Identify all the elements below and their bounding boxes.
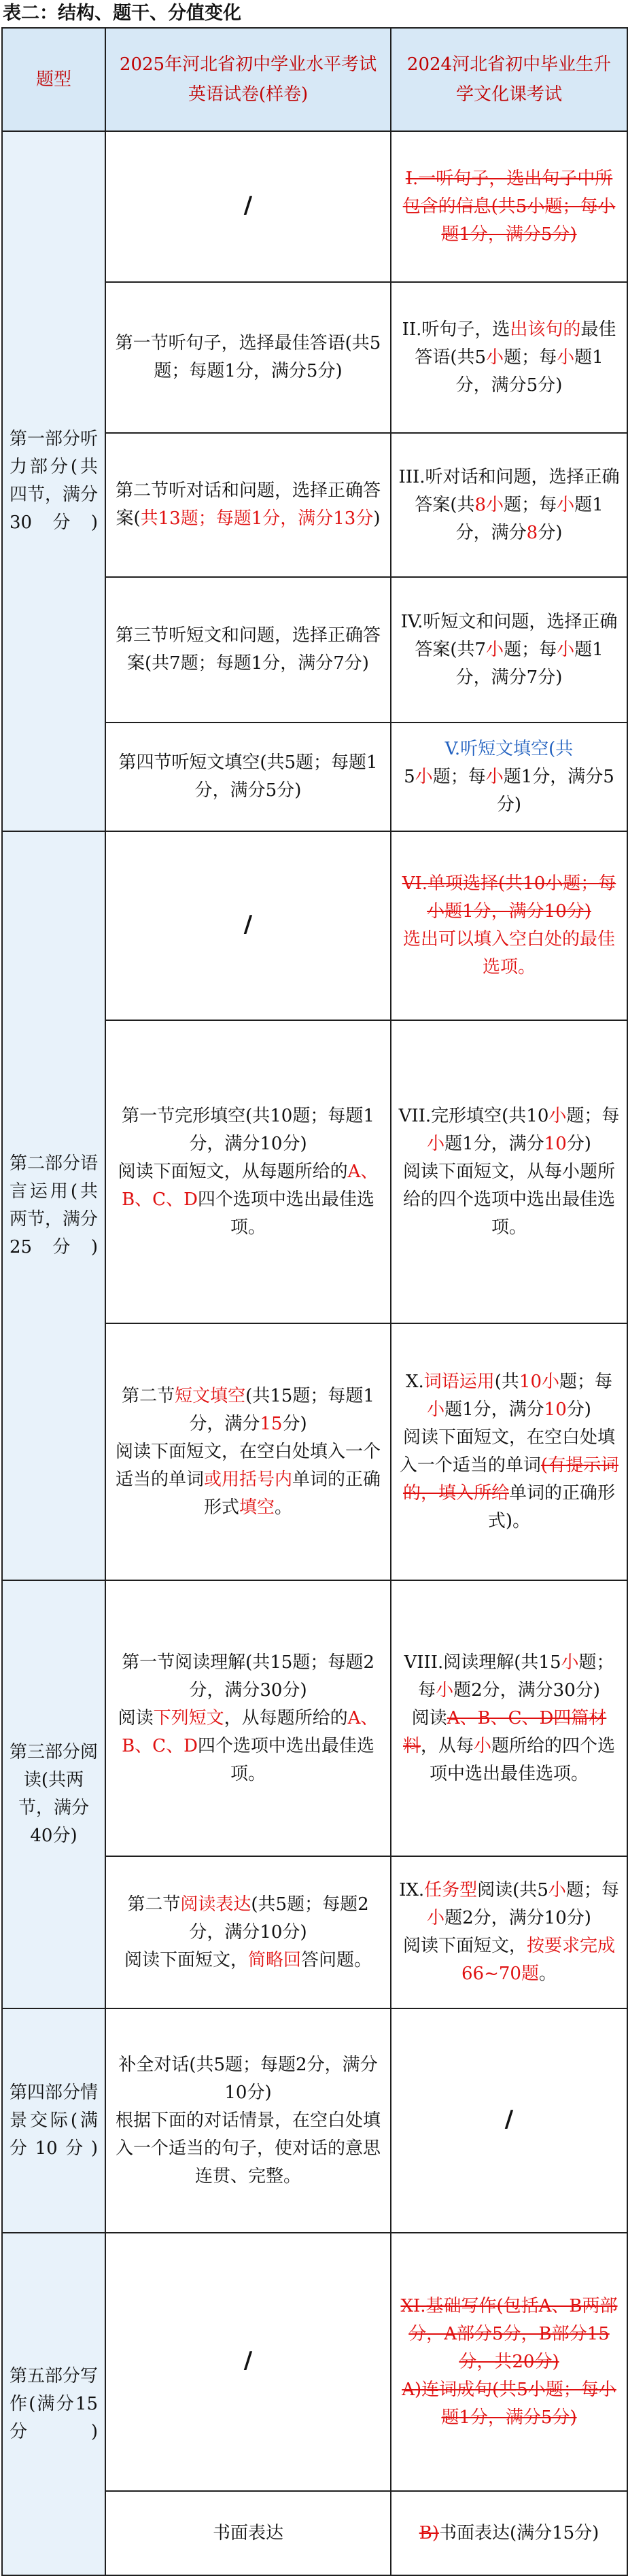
text-span: A、B、C、D四篇材料 <box>402 1707 607 1756</box>
text-span: X. <box>405 1372 424 1392</box>
text-span: 题1分，满分 <box>455 494 604 543</box>
text-span: 最佳答语(共5 <box>415 319 616 368</box>
text-span: 题1分，满分5分) <box>455 347 604 396</box>
text-span: 题；每 <box>418 1652 614 1701</box>
text-span: 小 <box>485 766 504 787</box>
cell-2024 <box>391 433 627 577</box>
cell-2025 <box>105 131 391 282</box>
text-span: 题1分，满分5分) <box>496 766 614 815</box>
text-span: 8 <box>526 522 538 543</box>
text-span: 小 <box>548 1880 566 1900</box>
text-span: 题；每 <box>566 1105 620 1126</box>
cell-2024 <box>391 2491 627 2575</box>
table-row <box>2 2233 627 2491</box>
section-part3: 第三部分阅读(共两节，满分40分) <box>2 1580 105 2008</box>
cell-2025 <box>105 1323 391 1580</box>
text-span: 8小 <box>474 494 504 515</box>
cell-2024 <box>391 1020 627 1323</box>
text-span: 下列短文 <box>153 1707 224 1728</box>
text-span: 小 <box>557 494 575 515</box>
table-row <box>2 2008 627 2233</box>
text-span: 小 <box>427 1908 445 1928</box>
text-span: 答问题。 <box>301 1949 372 1970</box>
cell-2025: 第三节听短文和问题，选择正确答案(共7题；每题1分，满分7分) <box>105 577 391 723</box>
text-span: 小 <box>415 766 433 787</box>
text-span: 阅读 <box>411 1707 447 1728</box>
text-span: 阅读下面短文， <box>402 1936 527 1956</box>
text-span: (共5题；每题2分，满分10分) <box>189 1894 369 1943</box>
section-part1: 第一部分听力部分(共四节，满分30分) <box>2 131 105 831</box>
text-span: 题；每 <box>559 1372 613 1392</box>
text-span: 题2分，满分30分) <box>453 1679 600 1701</box>
text-span: 共13题；每题1分，满分13分 <box>140 508 374 529</box>
text-span: 小 <box>486 639 504 660</box>
text-span: 10 <box>544 1133 567 1154</box>
text-span: 题1分，满分 <box>444 1399 544 1420</box>
text-span: 题2分，满分10分) <box>444 1908 591 1928</box>
text-span: 小 <box>486 347 504 368</box>
text-span: 小 <box>557 639 575 660</box>
cell-2024 <box>391 282 627 433</box>
text-span: A)连词成句(共5小题；每小题1分，满分5分) <box>402 2379 616 2428</box>
table-row <box>2 831 627 1020</box>
text-span: 或用括号内 <box>203 1469 292 1490</box>
text-span: (有提示词的，填入所给 <box>402 1455 619 1503</box>
text-span: 单词的正确形式 <box>203 1469 381 1518</box>
text-span: IX. <box>399 1880 425 1900</box>
text-span: 四个选项中选出最佳选项。 <box>197 1189 374 1238</box>
cell-2024 <box>391 577 627 723</box>
text-span: 阅读下面短文，在空白处填入一个适当的单词 <box>115 1441 381 1490</box>
cell-2025 <box>105 433 391 577</box>
cell-2024: I.一听句子，选出句子中所包含的信息(共5小题；每小题1分，满分5分) <box>391 131 627 282</box>
text-span: 阅读下面短文，在空白处填入一个适当的单词 <box>399 1427 615 1476</box>
text-span: 短文填空 <box>175 1385 246 1406</box>
text-span: 5 <box>537 1880 548 1900</box>
cell-2025 <box>105 831 391 1020</box>
text-span: 书面表达(满分15分) <box>438 2522 599 2543</box>
text-span: 选出可以填入空白处的最佳选项。 <box>402 929 615 977</box>
text-span: 题；每 <box>504 639 557 660</box>
text-span: 小 <box>542 1372 560 1392</box>
cell-2024 <box>391 1323 627 1580</box>
header-row <box>2 28 627 131</box>
text-span: 分) <box>566 1133 591 1154</box>
cell-2025 <box>105 1856 391 2008</box>
text-span: (共 <box>494 1372 519 1392</box>
text-span: 分) <box>538 522 563 543</box>
text-span: 第二节 <box>127 1894 181 1915</box>
text-span: 阅读下面短文， <box>124 1949 248 1970</box>
text-span: XI.基础写作(包括A、B两部分，A部分5分，B部分15分，共20分) <box>400 2295 618 2372</box>
text-span: 题1分，满分 <box>444 1133 544 1154</box>
empty-slash: / <box>243 192 253 219</box>
text-span: 小 <box>561 1652 579 1673</box>
text-span: 简略回 <box>247 1949 301 1970</box>
text-span: III.听对话和问题，选择正确答案(共 <box>398 466 620 515</box>
text-span: B) <box>419 2522 439 2543</box>
text-span: A、B、C、D <box>122 1161 379 1210</box>
cell-2024 <box>391 1856 627 2008</box>
text-span: 出该句的 <box>510 319 581 340</box>
text-span: 题；每 <box>504 494 557 515</box>
cell-2024 <box>391 1580 627 1856</box>
text-span: 第一节完形填空(共10题；每题1分，满分10分) <box>122 1105 374 1154</box>
text-span: V.听短文填空(共 <box>444 738 574 759</box>
text-span: ，从每 <box>420 1735 474 1756</box>
text-span: A、B、C、D <box>122 1707 379 1756</box>
comparison-table <box>1 27 628 2576</box>
empty-slash: / <box>243 2347 253 2374</box>
text-span: 任务型 <box>424 1880 478 1900</box>
cell-2024 <box>391 2233 627 2491</box>
text-span: 题；每 <box>504 347 557 368</box>
cell-2025: 第四节听短文填空(共5题；每题1分，满分5分) <box>105 723 391 831</box>
section-part5: 第五部分写作(满分15分) <box>2 2233 105 2575</box>
text-span: 分) <box>282 1413 307 1434</box>
empty-slash: / <box>504 2106 514 2133</box>
text-span: 四个选项中选出最佳选项。 <box>197 1735 374 1784</box>
text-span: 阅读表达 <box>180 1894 251 1915</box>
text-span: 15 <box>260 1413 283 1434</box>
text-span: 第二节 <box>122 1385 175 1406</box>
text-span: VI.单项选择(共10小题；每小题1分，满分10分) <box>402 873 616 922</box>
section-part2: 第二部分语言运用(共两节，满分25分) <box>2 831 105 1580</box>
text-span: 题1分，满分7分) <box>455 639 604 688</box>
text-span: 5 <box>404 766 415 787</box>
text-span: 单词的正确形式)。 <box>487 1483 616 1531</box>
cell-2025: 书面表达 <box>105 2491 391 2575</box>
text-span: 。 <box>275 1497 293 1518</box>
cell-2024 <box>391 831 627 1020</box>
text-span: (共15题；每题1分，满分 <box>189 1385 374 1434</box>
text-span: 小 <box>557 347 575 368</box>
text-span: 第一节阅读理解(共15题；每题2分，满分30分) <box>122 1652 374 1701</box>
cell-2025 <box>105 2233 391 2491</box>
cell-2025 <box>105 2008 391 2233</box>
cell-2025 <box>105 1020 391 1323</box>
text-span: 根据下面的对话情景，在空白处填入一个适当的句子，使对话的意思连贯、完整。 <box>115 2110 381 2187</box>
cell-2025: 第一节听句子，选择最佳答语(共5题；每题1分，满分5分) <box>105 282 391 433</box>
text-span: 词语运用 <box>423 1372 495 1392</box>
text-span: II.听句子，选 <box>402 319 510 340</box>
text-span: IV.听短文和问题，选择正确答案(共7 <box>400 611 618 660</box>
text-span: 10 <box>544 1399 567 1420</box>
table-row <box>2 1580 627 1856</box>
header-2024: 2024河北省初中毕业生升学文化课考试 <box>391 28 627 131</box>
text-span: 阅读下面短文，从每题所给的 <box>118 1161 348 1182</box>
text-span: 。 <box>538 1964 557 1984</box>
text-span: ，从每题所给的 <box>224 1707 348 1728</box>
text-span: 小 <box>427 1133 445 1154</box>
text-span: ) <box>373 508 381 529</box>
cell-2025 <box>105 1580 391 1856</box>
text-span: 小 <box>474 1735 492 1756</box>
text-span: 第二节听对话和问题，选择正确答案( <box>115 481 381 529</box>
text-span: VIII.阅读理解(共15 <box>404 1652 561 1673</box>
text-span: VII.完形填空(共10 <box>398 1105 549 1126</box>
text-span: 补全对话(共5题；每题2分，满分10分) <box>118 2054 378 2103</box>
text-span: 10 <box>519 1372 542 1392</box>
text-span: 阅读 <box>118 1707 154 1728</box>
text-span: 小 <box>427 1399 445 1420</box>
text-span: 分) <box>566 1399 591 1420</box>
text-span: 小 <box>548 1105 567 1126</box>
section-part4: 第四部分情景交际(满分10分) <box>2 2008 105 2233</box>
cell-2024 <box>391 2008 627 2233</box>
text-span: 填空 <box>239 1497 275 1518</box>
table-row <box>2 131 627 282</box>
text-span: 题所给的四个选项中选出最佳选项。 <box>429 1735 616 1784</box>
text-span: 阅读下面短文，从每小题所给的四个选项中选出最佳选项。 <box>402 1161 615 1238</box>
cell-2024 <box>391 723 627 831</box>
text-span: 题；每 <box>432 766 486 787</box>
header-type: 题型 <box>2 28 105 131</box>
empty-slash: / <box>243 911 253 938</box>
text-span: 小 <box>436 1679 454 1701</box>
text-span: 题；每 <box>565 1880 619 1900</box>
text-span: 阅读(共 <box>477 1880 538 1900</box>
header-2025: 2025年河北省初中学业水平考试英语试卷(样卷) <box>105 28 391 131</box>
text-span: 按要求完成 66~70题 <box>461 1936 616 1984</box>
table-caption: 表二：结构、题干、分值变化 <box>3 3 241 24</box>
